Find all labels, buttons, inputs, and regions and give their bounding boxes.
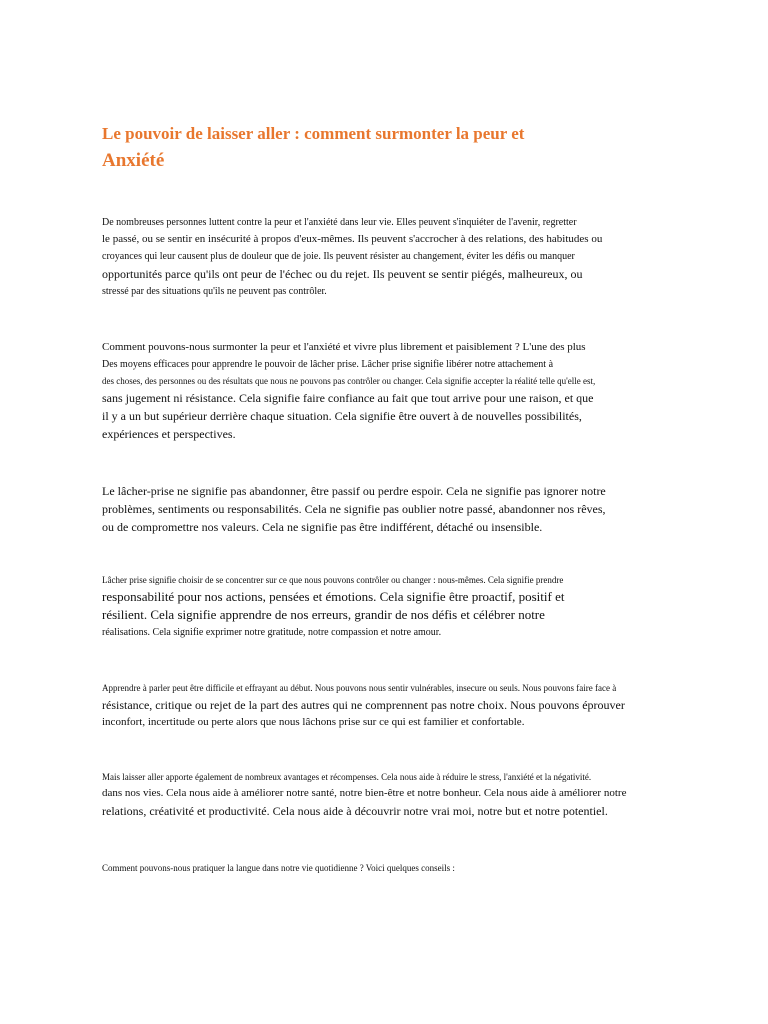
- paragraph-line: sans jugement ni résistance. Cela signifie faire confiance au fait que tout arrive pour une raison, et que: [102, 391, 594, 405]
- paragraph-line: Apprendre à parler peut être difficile et effrayant au début. Nous pouvons nous sentir vulnérables, insecure ou seuls. Nous pouvons faire face à: [102, 683, 617, 693]
- paragraph-4: [102, 572, 672, 641]
- paragraph-line: De nombreuses personnes luttent contre la peur et l'anxiété dans leur vie. Elles peuvent s'inquiéter de l'avenir, regretter: [102, 217, 577, 228]
- title-line-2: Anxiété: [102, 150, 165, 171]
- paragraph-line: inconfort, incertitude ou perte alors que nous lâchons prise sur ce qui est familier et confortable.: [102, 716, 525, 728]
- paragraph-3: [102, 482, 672, 536]
- paragraph-line: croyances qui leur causent plus de douleur que de joie. Ils peuvent résister au changement, éviter les défis ou manquer: [102, 251, 575, 262]
- title-line-1: Le pouvoir de laisser aller : comment surmonter la peur et: [102, 124, 525, 143]
- paragraph-5: [102, 680, 672, 731]
- paragraph-line: Comment pouvons-nous pratiquer la langue dans notre vie quotidienne ? Voici quelques conseils :: [102, 863, 455, 873]
- paragraph-line: Mais laisser aller apporte également de nombreux avantages et récompenses. Cela nous aide à réduire le stress, l'anxiété et la négativité.: [102, 772, 592, 782]
- paragraph-line: réalisations. Cela signifie exprimer notre gratitude, notre compassion et notre amour.: [102, 627, 442, 638]
- paragraph-line: des choses, des personnes ou des résultats que nous ne pouvons pas contrôler ou changer. Cela signifie accepter la réalité telle qu'elle est,: [102, 376, 596, 386]
- paragraph-7: [102, 860, 672, 876]
- paragraph-line: problèmes, sentiments ou responsabilités. Cela ne signifie pas oublier notre passé, abandonner nos rêves,: [102, 502, 606, 516]
- paragraph-6: [102, 769, 672, 820]
- paragraph-line: opportunités parce qu'ils ont peur de l'échec ou du rejet. Ils peuvent se sentir piégés, malheureux, ou: [102, 267, 583, 281]
- document-title: [102, 122, 662, 176]
- paragraph-line: expériences et perspectives.: [102, 427, 236, 441]
- paragraph-line: résistance, critique ou rejet de la part des autres qui ne comprennent pas notre choix. Nous pouvons éprouver: [102, 698, 625, 712]
- paragraph-line: relations, créativité et productivité. Cela nous aide à découvrir notre vrai moi, notre but et notre potentiel.: [102, 804, 608, 818]
- paragraph-line: dans nos vies. Cela nous aide à améliorer notre santé, notre bien-être et notre bonheur. Cela nous aide à améliorer notre: [102, 787, 627, 799]
- paragraph-line: ou de compromettre nos valeurs. Cela ne signifie pas être indifférent, détaché ou insensible.: [102, 520, 543, 534]
- paragraph-2: [102, 339, 672, 443]
- paragraph-line: Comment pouvons-nous surmonter la peur et l'anxiété et vivre plus librement et paisiblement ? L'une des plus: [102, 341, 586, 353]
- paragraph-line: Lâcher prise signifie choisir de se concentrer sur ce que nous pouvons contrôler ou changer : nous-mêmes. Cela signifie prendre: [102, 575, 564, 585]
- paragraph-1: [102, 214, 672, 300]
- paragraph-line: résilient. Cela signifie apprendre de nos erreurs, grandir de nos défis et célébrer notre: [102, 607, 545, 622]
- paragraph-line: responsabilité pour nos actions, pensées et émotions. Cela signifie être proactif, positif et: [102, 589, 565, 604]
- paragraph-line: le passé, ou se sentir en insécurité à propos d'eux-mêmes. Ils peuvent s'accrocher à des relations, des habitudes ou: [102, 233, 603, 245]
- paragraph-line: Des moyens efficaces pour apprendre le pouvoir de lâcher prise. Lâcher prise signifie libérer notre attachement à: [102, 359, 554, 370]
- paragraph-line: stressé par des situations qu'ils ne peuvent pas contrôler.: [102, 286, 327, 297]
- paragraph-line: Le lâcher-prise ne signifie pas abandonner, être passif ou perdre espoir. Cela ne signifie pas ignorer notre: [102, 484, 606, 498]
- paragraph-line: il y a un but supérieur derrière chaque situation. Cela signifie être ouvert à de nouvelles possibilités,: [102, 409, 582, 423]
